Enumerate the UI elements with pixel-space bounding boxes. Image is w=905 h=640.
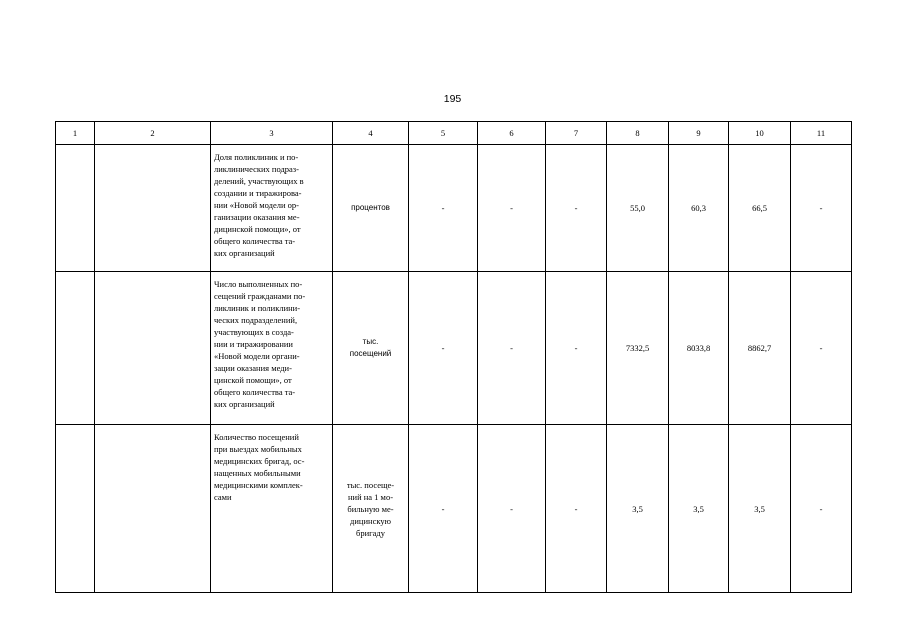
- description-line: создании и тиражирова-: [214, 188, 302, 198]
- value-cell: 3,5: [607, 425, 669, 593]
- table-cell: -: [546, 145, 607, 272]
- description-line: ческих подразделений,: [214, 315, 298, 325]
- value-cell: 55,0: [607, 145, 669, 272]
- indicator-description: [211, 145, 333, 272]
- table-cell: [95, 272, 211, 425]
- value-cell: 7332,5: [607, 272, 669, 425]
- table-cell: -: [546, 272, 607, 425]
- description-line: делений, участвующих в: [214, 176, 304, 186]
- description-line: медицинскими комплек-: [214, 480, 303, 490]
- description-line: общего количества та-: [214, 236, 296, 246]
- description-line: дицинской помощи», от: [214, 224, 301, 234]
- unit-cell: [333, 272, 409, 425]
- description-line: «Новой модели органи-: [214, 351, 300, 361]
- unit-line: процентов: [351, 203, 390, 212]
- description-line: ликлиник и поликлини-: [214, 303, 301, 313]
- column-header: 11: [791, 122, 852, 145]
- unit-cell: [333, 145, 409, 272]
- table-cell: [95, 425, 211, 593]
- description-line: при выездах мобильных: [214, 444, 302, 454]
- description-line: Доля поликлиник и по-: [214, 152, 299, 162]
- indicator-table: [55, 121, 852, 593]
- table-header-row: [56, 122, 852, 145]
- column-header: 4: [333, 122, 409, 145]
- description-line: нащенных мобильными: [214, 468, 301, 478]
- table-cell: [56, 272, 95, 425]
- description-line: Число выполненных по-: [214, 279, 303, 289]
- indicator-description: [211, 425, 333, 593]
- table-cell: -: [478, 272, 546, 425]
- unit-line: тыс. посеще-: [346, 479, 395, 490]
- table-row: [56, 145, 852, 272]
- column-header: 6: [478, 122, 546, 145]
- column-header: 10: [729, 122, 791, 145]
- value-cell: 66,5: [729, 145, 791, 272]
- table-cell: [95, 145, 211, 272]
- table-cell: -: [409, 425, 478, 593]
- table-cell: -: [791, 425, 852, 593]
- description-line: общего количества та-: [214, 387, 296, 397]
- indicator-description: [211, 272, 333, 425]
- column-header: 9: [669, 122, 729, 145]
- table-cell: -: [409, 145, 478, 272]
- column-header: 5: [409, 122, 478, 145]
- table-cell: -: [791, 145, 852, 272]
- unit-line: бригаду: [356, 527, 385, 538]
- column-header: 2: [95, 122, 211, 145]
- table-row: [56, 425, 852, 593]
- description-line: ких организаций: [214, 399, 275, 409]
- table-cell: -: [546, 425, 607, 593]
- description-line: цинской помощи», от: [214, 375, 292, 385]
- value-cell: 3,5: [729, 425, 791, 593]
- description-line: ликлинических подраз-: [214, 164, 299, 174]
- unit-line: ний на 1 мо-: [347, 491, 394, 502]
- description-line: участвующих в созда-: [214, 327, 294, 337]
- unit-line: бильную ме-: [347, 503, 394, 514]
- description-line: нии «Новой модели ор-: [214, 200, 300, 210]
- value-cell: 60,3: [669, 145, 729, 272]
- column-header: 7: [546, 122, 607, 145]
- table-cell: -: [478, 145, 546, 272]
- table-row: [56, 272, 852, 425]
- table-cell: -: [791, 272, 852, 425]
- unit-cell: [333, 425, 409, 593]
- value-cell: 3,5: [669, 425, 729, 593]
- description-line: сами: [214, 492, 232, 502]
- unit-line: дицинскую: [350, 515, 391, 526]
- column-header: 3: [211, 122, 333, 145]
- description-line: сещений гражданами по-: [214, 291, 306, 301]
- column-header: 8: [607, 122, 669, 145]
- value-cell: 8033,8: [669, 272, 729, 425]
- description-line: нии и тиражировании: [214, 339, 293, 349]
- description-line: зации оказания меди-: [214, 363, 292, 373]
- table-cell: -: [478, 425, 546, 593]
- page-number: 195: [443, 93, 462, 105]
- value-cell: 8862,7: [729, 272, 791, 425]
- table-cell: -: [409, 272, 478, 425]
- unit-line: тыс.: [362, 337, 379, 346]
- column-header: 1: [56, 122, 95, 145]
- description-line: Количество посещений: [214, 432, 299, 442]
- description-line: медицинских бригад, ос-: [214, 456, 305, 466]
- table-cell: [56, 145, 95, 272]
- description-line: ких организаций: [214, 248, 275, 258]
- table-cell: [56, 425, 95, 593]
- unit-line: посещений: [349, 349, 392, 358]
- description-line: ганизации оказания ме-: [214, 212, 300, 222]
